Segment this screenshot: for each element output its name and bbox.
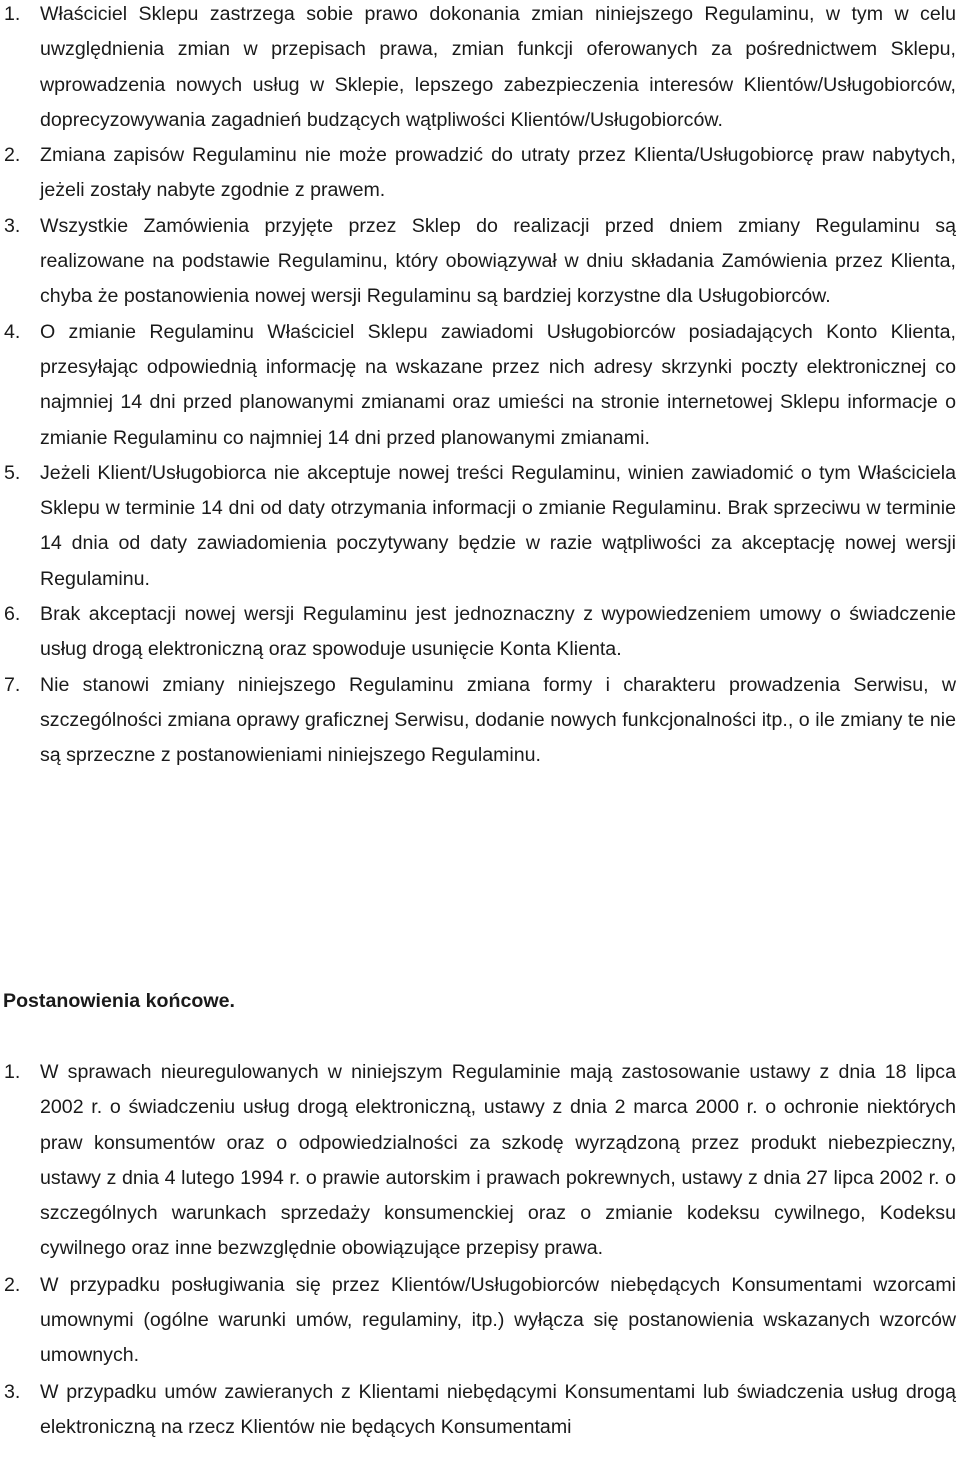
item-text: O zmianie Regulaminu Właściciel Sklepu zawiadomi Usługobiorców posiadających Konto Klienta, przesyłając odpowiednią informację na wskazane przez nich adresy skrzynki poczty elektronicznej co najmniej 14 dni przed planowanymi zmianami oraz umieści na stronie internetowej Sklepu informacje o zmianie Regulaminu co najmniej 14 dni przed planowanymi zmianami. — [40, 320, 956, 449]
final-provisions-list — [0, 1055, 956, 1446]
list-item — [0, 1055, 956, 1267]
item-number: 3. — [4, 1380, 21, 1403]
item-number: 4. — [4, 320, 21, 343]
section-heading: Postanowienia końcowe. — [3, 990, 235, 1012]
item-text: Jeżeli Klient/Usługobiorca nie akceptuje nowej treści Regulaminu, winien zawiadomić o tym Właściciela Sklepu w terminie 14 dni od daty otrzymania informacji o zmianie Regulaminu. Brak sprzeciwu w terminie 14 dnia od daty zawiadomienia poczytywany będzie w razie wątpliwości za akceptację nowej wersji Regulaminu. — [40, 461, 956, 590]
item-text: Zmiana zapisów Regulaminu nie może prowadzić do utraty przez Klienta/Usługobiorcę praw nabytych, jeżeli zostały nabyte zgodnie z prawem. — [40, 144, 956, 202]
item-text: Brak akceptacji nowej wersji Regulaminu jest jednoznaczny z wypowiedzeniem umowy o świadczenie usług drogą elektroniczną oraz spowoduje usunięcie Konta Klienta. — [40, 603, 956, 661]
item-number: 7. — [4, 673, 21, 696]
item-number: 5. — [4, 461, 21, 484]
item-number: 1. — [4, 3, 21, 25]
list-item — [0, 668, 956, 774]
list-item — [0, 138, 956, 209]
list-item — [0, 315, 956, 456]
list-item — [0, 0, 956, 138]
list-item — [0, 456, 956, 597]
list-item — [0, 1375, 956, 1446]
item-text: W przypadku umów zawieranych z Klientami niebędącymi Konsumentami lub świadczenia usług drogą elektroniczną na rzecz Klientów nie będących Konsumentami — [40, 1380, 956, 1438]
item-text: Wszystkie Zamówienia przyjęte przez Sklep do realizacji przed dniem zmiany Regulaminu są realizowane na podstawie Regulaminu, który obowiązywał w dniu składania Zamówienia przez Klienta, chyba że postanowienia nowej wersji Regulaminu są bardziej korzystne dla Usługobiorców. — [40, 214, 956, 308]
item-number: 6. — [4, 603, 21, 626]
item-text: Nie stanowi zmiany niniejszego Regulaminu zmiana formy i charakteru prowadzenia Serwisu, w szczególności zmiana oprawy graficznej Serwisu, dodanie nowych funkcjonalności itp., o ile zmiany te nie są sprzeczne z postanowieniami niniejszego Regulaminu. — [40, 673, 956, 767]
item-number: 1. — [4, 1061, 21, 1083]
list-item — [0, 209, 956, 315]
item-number: 2. — [4, 1273, 21, 1296]
list-item — [0, 597, 956, 668]
item-text: Właściciel Sklepu zastrzega sobie prawo dokonania zmian niniejszego Regulaminu, w tym w celu uwzględnienia zmian w przepisach prawa, zmian funkcji oferowanych za pośrednictwem Sklepu, wprowadzenia nowych usług w Sklepie, lepszego zabezpieczenia interesów Klientów/Usługobiorców, doprecyzowywania zagadnień budzących wątpliwości Klientów/Usługobiorców. — [40, 3, 956, 131]
item-text: W przypadku posługiwania się przez Klientów/Usługobiorców niebędących Konsumentami wzorcami umownymi (ogólne warunki umów, regulaminy, itp.) wyłącza się postanowienia wskazanych wzorców umownych. — [40, 1273, 956, 1367]
list-item — [0, 1268, 956, 1374]
item-number: 2. — [4, 144, 21, 167]
item-text: W sprawach nieuregulowanych w niniejszym Regulaminie mają zastosowanie ustawy z dnia 18 lipca 2002 r. o świadczeniu usług drogą elektroniczną, ustawy z dnia 2 marca 2000 r. o ochronie niektórych praw konsumentów oraz o odpowiedzialności za szkodę wyrządzoną przez produkt niebezpieczny, ustawy z dnia 4 lutego 1994 r. o prawie autorskim i prawach pokrewnych, ustawy z dnia 27 lipca 2002 r. o szczególnych warunkach sprzedaży konsumenckiej oraz o zmianie kodeksu cywilnego, Kodeksu cywilnego oraz inne bezwzględnie obowiązujące przepisy prawa. — [40, 1061, 956, 1260]
item-number: 3. — [4, 214, 21, 237]
